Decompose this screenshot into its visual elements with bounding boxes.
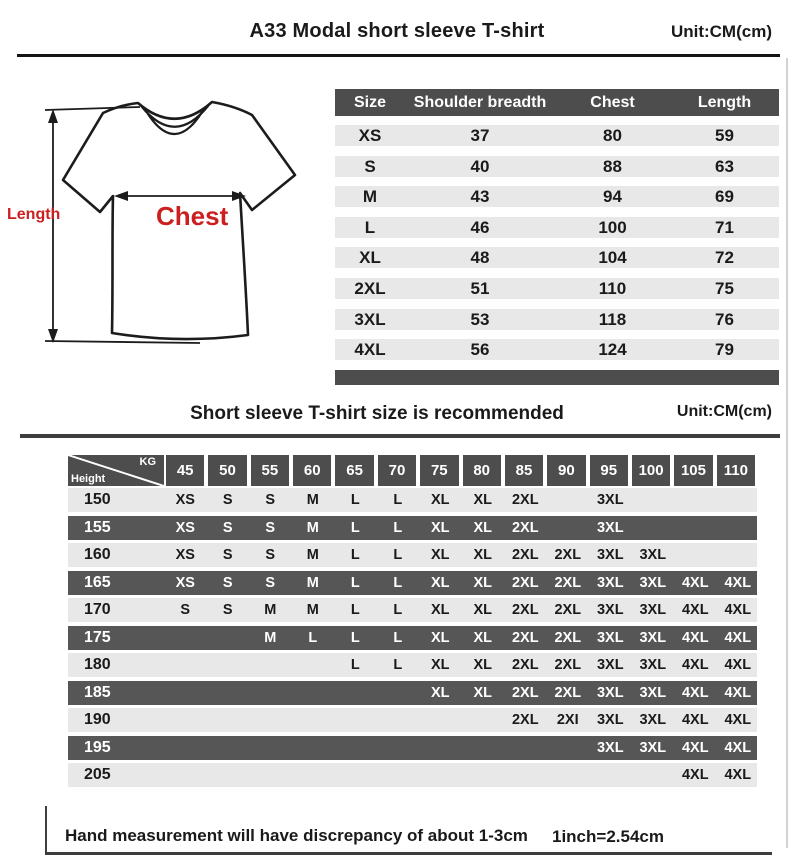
- matrix-cell: 4XL: [681, 629, 709, 646]
- matrix-cells: [166, 488, 757, 512]
- size-table-header-cell: Shoulder breadth: [413, 93, 547, 111]
- matrix-cell: XS: [175, 519, 195, 536]
- size-table-cell: 53: [470, 309, 490, 329]
- inch-conversion: 1inch=2.54cm: [552, 827, 664, 846]
- size-table-cell: 59: [715, 126, 734, 145]
- matrix-cell: 4XL: [681, 574, 709, 591]
- matrix-cell: L: [393, 492, 403, 508]
- matrix-cell: 2XL: [511, 657, 539, 673]
- matrix-cell: [166, 763, 205, 787]
- height-cell: 150: [84, 491, 111, 508]
- matrix-cell: 4XL: [724, 602, 752, 618]
- matrix-cell: XL: [473, 657, 493, 673]
- weight-header-cell: 110: [717, 455, 755, 486]
- matrix-cell: 2XL: [511, 602, 539, 618]
- matrix-cell: [251, 736, 290, 760]
- matrix-cells: [166, 571, 757, 595]
- matrix-cell: S: [222, 574, 233, 591]
- matrix-cell: 4XL: [724, 739, 752, 756]
- matrix-cell: M: [306, 492, 319, 508]
- weight-header-cell: 95: [590, 455, 628, 486]
- matrix-cell: [591, 763, 630, 787]
- height-cell: 195: [84, 738, 111, 756]
- matrix-cell: XL: [473, 492, 493, 508]
- matrix-cell: M: [264, 602, 277, 618]
- right-edge-line: [786, 58, 788, 848]
- matrix-cell: XL: [430, 519, 450, 536]
- matrix-cell: [336, 708, 375, 732]
- unit-label-top: Unit:CM(cm): [670, 22, 772, 41]
- recommend-title: Short sleeve T-shirt size is recommended: [190, 403, 564, 424]
- matrix-cell: L: [350, 492, 360, 508]
- matrix-cell: [676, 543, 715, 567]
- matrix-cell: 3XL: [596, 519, 624, 536]
- matrix-cell: 3XL: [596, 492, 624, 508]
- matrix-cell: 2XL: [554, 574, 582, 591]
- size-table-cell: 2XL: [354, 278, 386, 298]
- matrix-cell: [209, 653, 248, 677]
- matrix-cell: 3XL: [596, 602, 624, 618]
- matrix-cell: [251, 653, 290, 677]
- matrix-cell: [379, 736, 418, 760]
- matrix-cell: XL: [430, 684, 450, 701]
- matrix-cell: 2XL: [554, 657, 582, 673]
- matrix-cell: 4XL: [724, 657, 752, 673]
- matrix-cell: M: [264, 629, 277, 646]
- matrix-cell: [719, 516, 758, 540]
- matrix-cells: [166, 708, 757, 732]
- size-table-cell: 104: [598, 248, 627, 268]
- matrix-cell: L: [350, 574, 360, 591]
- matrix-cell: XL: [430, 657, 450, 673]
- matrix-cell: S: [265, 547, 276, 563]
- matrix-cell: [209, 763, 248, 787]
- size-table-row: [335, 125, 779, 146]
- matrix-cell: S: [180, 602, 191, 618]
- matrix-cell: L: [393, 602, 403, 618]
- size-table-cell: 79: [715, 340, 734, 360]
- matrix-cell: [166, 736, 205, 760]
- matrix-cell: [379, 681, 418, 705]
- matrix-cell: M: [306, 547, 319, 563]
- matrix-cell: 4XL: [724, 767, 752, 783]
- matrix-cell: [464, 736, 503, 760]
- header-divider: [17, 54, 780, 57]
- size-table-cell: 94: [603, 187, 622, 207]
- matrix-cell: 2XL: [511, 684, 539, 701]
- size-table-cell: 4XL: [354, 340, 386, 360]
- kg-label: KG: [139, 456, 156, 468]
- matrix-cell: [719, 488, 758, 512]
- matrix-row: [68, 543, 757, 567]
- matrix-cell: XS: [175, 492, 195, 508]
- size-table-cell: 75: [715, 278, 734, 298]
- size-table-header-cell: Length: [697, 93, 752, 111]
- matrix-cell: XL: [473, 602, 493, 618]
- matrix-row: [68, 598, 757, 622]
- matrix-cell: [209, 708, 248, 732]
- matrix-cell: 4XL: [724, 684, 752, 701]
- matrix-cell: [209, 626, 248, 650]
- size-table-cell: S: [364, 156, 376, 176]
- size-table-cell: 63: [715, 156, 734, 176]
- matrix-cells: [166, 543, 757, 567]
- matrix-cell: XS: [175, 547, 195, 563]
- matrix-cell: [294, 708, 333, 732]
- size-table-cell: 100: [598, 217, 627, 237]
- weight-header-cell: 105: [674, 455, 712, 486]
- matrix-cell: 3XL: [596, 712, 624, 728]
- size-table-bottom-bar: [335, 370, 779, 385]
- matrix-cell: [166, 708, 205, 732]
- weight-header-cell: 55: [251, 455, 289, 486]
- matrix-cell: XL: [430, 547, 450, 563]
- matrix-cell: 3XL: [596, 629, 624, 646]
- matrix-cell: M: [306, 602, 319, 618]
- size-table-row: [335, 309, 779, 330]
- matrix-row: [68, 516, 757, 540]
- matrix-cell: 3XL: [639, 629, 667, 646]
- matrix-cell: [506, 763, 545, 787]
- matrix-cell: XL: [473, 629, 493, 646]
- size-table-header-cell: Size: [353, 93, 386, 111]
- matrix-cell: [166, 681, 205, 705]
- size-table-cell: 43: [470, 187, 490, 207]
- matrix-row: [68, 488, 757, 512]
- size-table-cell: XS: [358, 126, 382, 145]
- matrix-cell: [549, 488, 588, 512]
- matrix-row: [68, 708, 757, 732]
- matrix-cell: [634, 488, 673, 512]
- matrix-cell: L: [350, 657, 360, 673]
- matrix-cell: [464, 763, 503, 787]
- size-table-cell: 3XL: [354, 309, 386, 329]
- matrix-cell: L: [393, 657, 403, 673]
- weight-header-cell: 65: [335, 455, 373, 486]
- matrix-cell: XL: [473, 574, 493, 591]
- matrix-cell: [549, 736, 588, 760]
- footer-box: [45, 806, 772, 855]
- matrix-cell: L: [393, 629, 403, 646]
- matrix-cell: 3XL: [596, 684, 624, 701]
- matrix-cell: S: [222, 519, 233, 536]
- matrix-cell: 2XL: [554, 547, 582, 563]
- matrix-cell: S: [222, 602, 233, 618]
- weight-header-cell: 50: [208, 455, 246, 486]
- size-table-cell: 51: [470, 278, 490, 298]
- matrix-cell: [549, 516, 588, 540]
- size-table-header: [335, 89, 779, 116]
- matrix-cell: 3XL: [596, 657, 624, 673]
- matrix-cell: M: [306, 574, 319, 591]
- matrix-cell: [166, 653, 205, 677]
- matrix-cell: [336, 736, 375, 760]
- size-table-cell: 46: [470, 217, 490, 237]
- matrix-cell: [251, 708, 290, 732]
- matrix-cell: XS: [175, 574, 195, 591]
- matrix-weight-header: [166, 455, 755, 486]
- weight-header-cell: 100: [632, 455, 670, 486]
- matrix-cell: 3XL: [639, 657, 667, 673]
- height-cell: 160: [84, 546, 111, 563]
- matrix-cell: L: [393, 547, 403, 563]
- matrix-cell: L: [308, 629, 318, 646]
- matrix-row: [68, 653, 757, 677]
- matrix-cell: [421, 736, 460, 760]
- matrix-cell: XL: [430, 492, 450, 508]
- matrix-cell: L: [350, 629, 360, 646]
- matrix-cell: 2XL: [511, 547, 539, 563]
- size-table-cell: 76: [715, 309, 734, 329]
- matrix-cell: XL: [430, 602, 450, 618]
- matrix-cell: [294, 763, 333, 787]
- matrix-cell: [379, 708, 418, 732]
- matrix-cell: S: [265, 492, 276, 508]
- matrix-cell: 3XL: [639, 739, 667, 756]
- matrix-cell: XL: [430, 574, 450, 591]
- matrix-cells: [166, 626, 757, 650]
- matrix-cell: M: [306, 519, 319, 536]
- unit-label-mid: Unit:CM(cm): [676, 403, 772, 420]
- matrix-cell: [634, 516, 673, 540]
- weight-header-cell: 70: [378, 455, 416, 486]
- size-table-row: [335, 217, 779, 238]
- recommend-divider: [20, 434, 780, 438]
- size-table-cell: 40: [470, 156, 490, 176]
- matrix-cell: 3XL: [639, 547, 667, 563]
- matrix-cell: 3XL: [596, 739, 624, 756]
- size-table-row: [335, 247, 779, 268]
- matrix-cell: [464, 708, 503, 732]
- matrix-cell: [209, 736, 248, 760]
- matrix-cell: 4XL: [681, 739, 709, 756]
- matrix-cell: L: [393, 574, 403, 591]
- size-table-row: [335, 339, 779, 360]
- matrix-cell: S: [265, 574, 276, 591]
- size-table-cell: M: [362, 187, 378, 207]
- height-cell: 185: [84, 683, 111, 701]
- matrix-cell: 2XL: [511, 492, 539, 508]
- size-table-header-cell: Chest: [590, 93, 635, 111]
- matrix-cell: 2XI: [556, 712, 579, 728]
- matrix-cell: 3XL: [639, 574, 667, 591]
- matrix-cell: 4XL: [724, 629, 752, 646]
- size-table-cell: L: [364, 217, 376, 237]
- matrix-cell: [251, 763, 290, 787]
- matrix-cell: 2XL: [554, 602, 582, 618]
- matrix-cell: 3XL: [596, 574, 624, 591]
- height-cell: 155: [84, 518, 111, 536]
- matrix-cell: [506, 736, 545, 760]
- matrix-cells: [166, 653, 757, 677]
- size-table-row: [335, 186, 779, 207]
- size-table-row: [335, 156, 779, 177]
- size-table-cell: 124: [598, 340, 627, 360]
- size-table: [335, 125, 779, 360]
- matrix-cell: S: [222, 492, 233, 508]
- height-cell: 165: [84, 573, 111, 591]
- matrix-cell: L: [350, 547, 360, 563]
- matrix-cell: 2XL: [554, 629, 582, 646]
- matrix-cell: [421, 763, 460, 787]
- matrix-cell: 4XL: [724, 574, 752, 591]
- size-table-cell: 88: [603, 156, 622, 176]
- height-cell: 205: [84, 766, 111, 783]
- matrix-cell: 2XL: [511, 712, 539, 728]
- matrix-cell: [549, 763, 588, 787]
- tshirt-diagram: [0, 85, 330, 385]
- matrix-cell: XL: [473, 547, 493, 563]
- matrix-corner-cell: [68, 455, 164, 486]
- matrix-cell: 3XL: [639, 602, 667, 618]
- size-table-cell: 71: [715, 217, 734, 237]
- size-table-cell: 37: [470, 126, 490, 145]
- size-table-cell: 110: [598, 278, 627, 298]
- footer-note: Hand measurement will have discrepancy of about 1-3cm: [65, 826, 528, 845]
- matrix-cell: S: [222, 547, 233, 563]
- matrix-cell: 3XL: [596, 547, 624, 563]
- matrix-cell: [294, 653, 333, 677]
- size-table-cell: 69: [715, 187, 734, 207]
- size-table-cell: 118: [598, 309, 627, 329]
- matrix-cell: [251, 681, 290, 705]
- matrix-cell: XL: [473, 684, 493, 701]
- weight-header-cell: 75: [420, 455, 458, 486]
- matrix-cells: [166, 516, 757, 540]
- matrix-cell: XL: [473, 519, 493, 536]
- height-cell: 190: [84, 711, 111, 728]
- size-table-cell: 80: [603, 126, 622, 145]
- height-cell: 180: [84, 656, 111, 673]
- size-table-cell: 72: [715, 248, 734, 268]
- height-cell: 170: [84, 601, 111, 618]
- weight-header-cell: 80: [463, 455, 501, 486]
- matrix-cell: [719, 543, 758, 567]
- matrix-cell: [421, 708, 460, 732]
- matrix-row: [68, 571, 757, 595]
- matrix-cell: L: [350, 602, 360, 618]
- matrix-cell: [336, 763, 375, 787]
- matrix-cells: [166, 681, 757, 705]
- matrix-cells: [166, 736, 757, 760]
- weight-header-cell: 85: [505, 455, 543, 486]
- matrix-cell: [379, 763, 418, 787]
- matrix-cell: S: [265, 519, 276, 536]
- matrix-cell: [676, 488, 715, 512]
- matrix-cell: 4XL: [681, 684, 709, 701]
- matrix-cell: 4XL: [724, 712, 752, 728]
- matrix-cell: [676, 516, 715, 540]
- weight-header-cell: 60: [293, 455, 331, 486]
- length-label: Length: [7, 206, 61, 223]
- size-table-cell: 56: [470, 340, 490, 360]
- matrix-cell: 2XL: [511, 574, 539, 591]
- matrix-cell: L: [393, 519, 403, 536]
- size-table-cell: 48: [470, 248, 490, 268]
- matrix-cell: [209, 681, 248, 705]
- matrix-cell: [634, 763, 673, 787]
- matrix-cell: 2XL: [511, 519, 539, 536]
- matrix-cells: [166, 598, 757, 622]
- matrix-cell: [336, 681, 375, 705]
- matrix-row: [68, 626, 757, 650]
- page-title: A33 Modal short sleeve T-shirt: [249, 20, 545, 42]
- matrix-row: [68, 763, 757, 787]
- weight-header-cell: 90: [547, 455, 585, 486]
- matrix-row: [68, 681, 757, 705]
- chest-label: Chest: [156, 201, 229, 231]
- matrix-cell: 4XL: [681, 602, 709, 618]
- matrix-cell: 2XL: [554, 684, 582, 701]
- matrix-cell: 4XL: [681, 657, 709, 673]
- matrix-cell: L: [350, 519, 360, 536]
- height-cell: 175: [84, 628, 111, 646]
- matrix-cell: 3XL: [639, 712, 667, 728]
- matrix-cells: [166, 763, 757, 787]
- height-label: Height: [71, 473, 106, 485]
- weight-header-cell: 45: [166, 455, 204, 486]
- matrix-cell: [166, 626, 205, 650]
- matrix-cell: [294, 736, 333, 760]
- matrix-cell: 4XL: [681, 712, 709, 728]
- matrix-cell: [294, 681, 333, 705]
- matrix-cell: 3XL: [639, 684, 667, 701]
- matrix-cell: 4XL: [681, 767, 709, 783]
- size-table-cell: XL: [359, 248, 381, 268]
- size-table-row: [335, 278, 779, 299]
- matrix-cell: XL: [430, 629, 450, 646]
- matrix-row: [68, 736, 757, 760]
- matrix-cell: 2XL: [511, 629, 539, 646]
